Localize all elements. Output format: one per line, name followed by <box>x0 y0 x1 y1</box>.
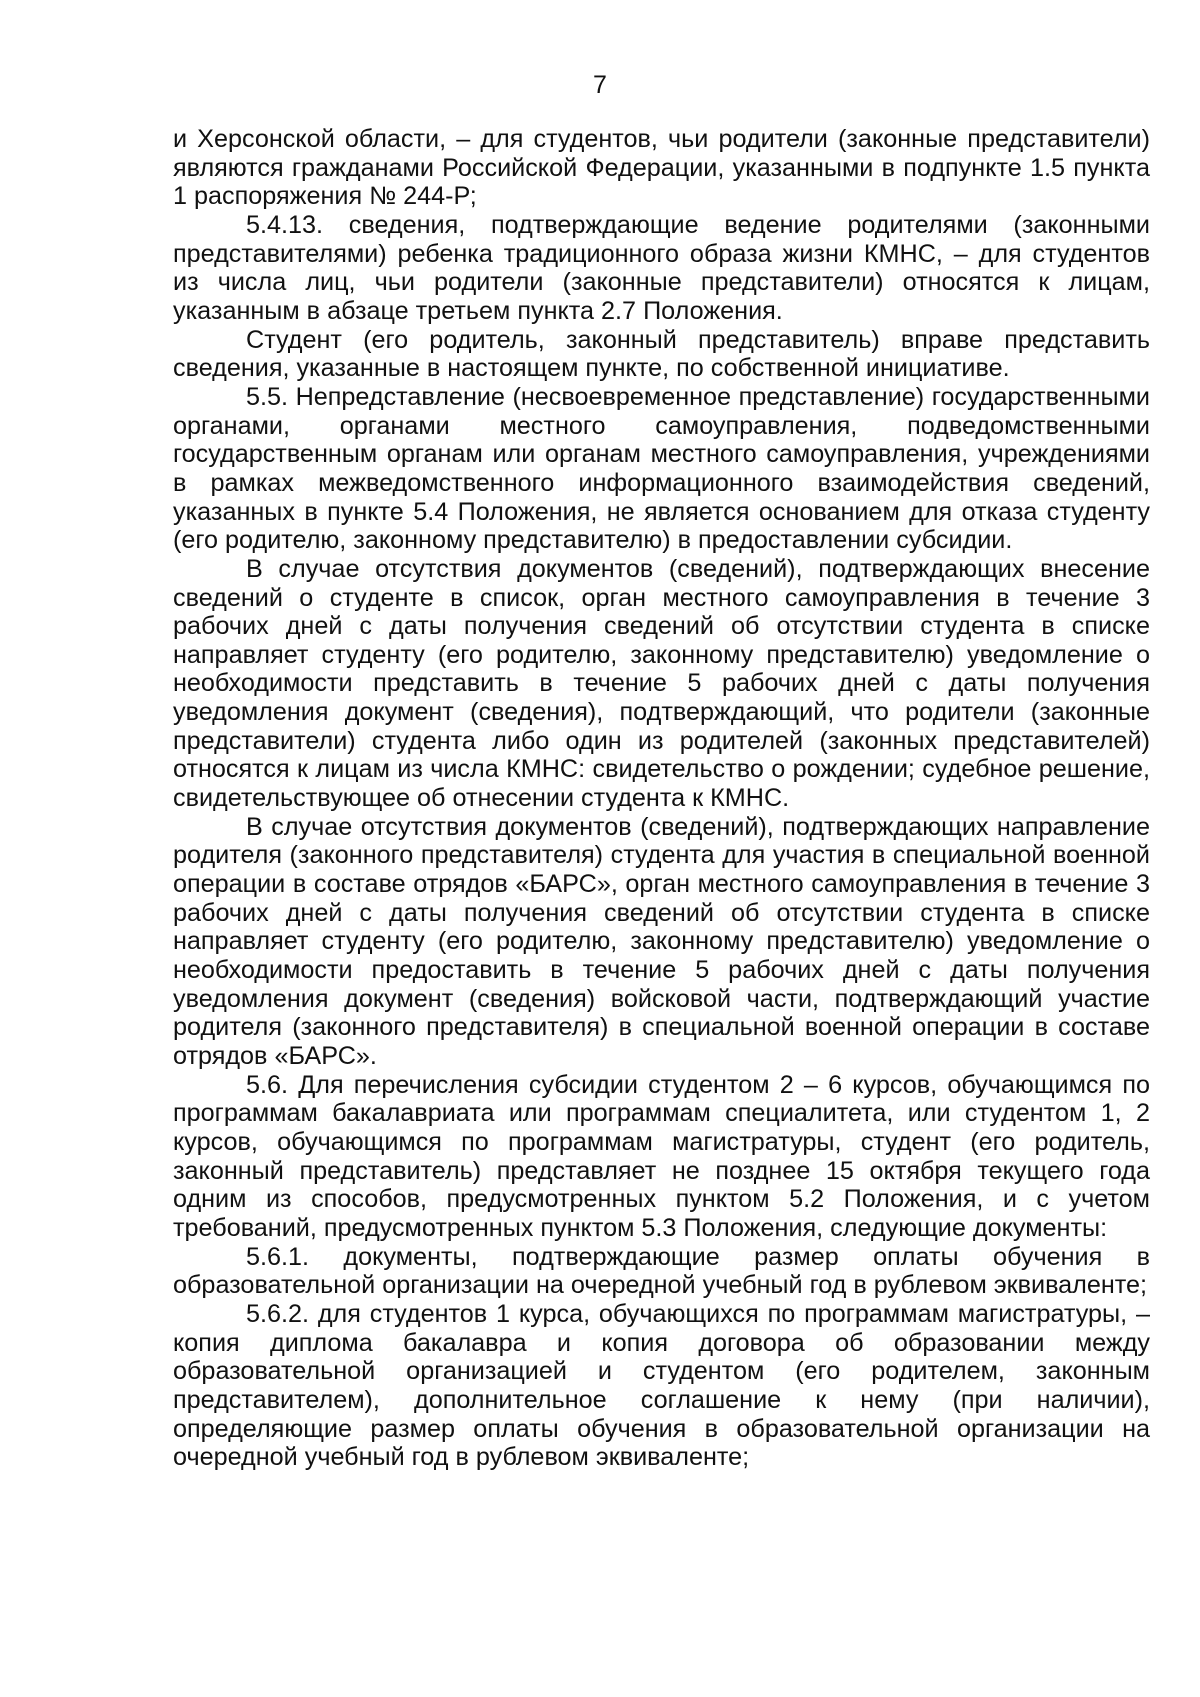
paragraph-5-6: 5.6. Для перечисления субсидии студентом 2 – 6 курсов, обучающимся по программам бакалавриата или программам специалитета, или студентом 1, 2 курсов, обучающимся по программам магистратуры, студент (его родитель, законный представитель) представляет не позднее 15 октября текущего года одним из способов, предусмотренных пунктом 5.2 Положения, и с учетом требований, предусмотренных пунктом 5.3 Положения, следующие документы: <box>173 1070 1150 1242</box>
page-number: 7 <box>593 71 607 99</box>
document-body <box>173 125 1150 1472</box>
paragraph-student-initiative: Студент (его родитель, законный представитель) вправе представить сведения, указанные в настоящем пункте, по собственной инициативе. <box>173 325 1150 383</box>
paragraph-continuation-kherson: и Херсонской области, – для студентов, чьи родители (законные представители) являются гражданами Российской Федерации, указанными в подпункте 1.5 пункта 1 распоряжения № 244-Р; <box>173 125 1150 211</box>
paragraph-5-6-1: 5.6.1. документы, подтверждающие размер оплаты обучения в образовательной организации на очередной учебный год в рублевом эквиваленте; <box>173 1242 1150 1300</box>
paragraph-bars-absence: В случае отсутствия документов (сведений), подтверждающих направление родителя (законного представителя) студента для участия в специальной военной операции в составе отрядов «БАРС», орган местного самоуправления в течение 3 рабочих дней с даты получения сведений об отсутствии студента в списке направляет студенту (его родителю, законному представителю) уведомление о необходимости предоставить в течение 5 рабочих дней с даты получения уведомления документ (сведения) войсковой части, подтверждающий участие родителя (законного представителя) в специальной военной операции в составе отрядов «БАРС». <box>173 812 1150 1070</box>
paragraph-5-4-13: 5.4.13. сведения, подтверждающие ведение родителями (законными представителями) ребенка традиционного образа жизни КМНС, – для студентов из числа лиц, чьи родители (законные представители) относятся к лицам, указанным в абзаце третьем пункта 2.7 Положения. <box>173 210 1150 325</box>
paragraph-5-5: 5.5. Непредставление (несвоевременное представление) государственными органами, органами местного самоуправления, подведомственными государственным органам или органам местного самоуправления, учреждениями в рамках межведомственного информационного взаимодействия сведений, указанных в пункте 5.4 Положения, не является основанием для отказа студенту (его родителю, законному представителю) в предоставлении субсидии. <box>173 382 1150 555</box>
paragraph-kmns-absence: В случае отсутствия документов (сведений), подтверждающих внесение сведений о студенте в список, орган местного самоуправления в течение 3 рабочих дней с даты получения сведений об отсутствии студента в списке направляет студенту (его родителю, законному представителю) уведомление о необходимости представить в течение 5 рабочих дней с даты получения уведомления документ (сведения), подтверждающий, что родители (законные представители) студента либо один из родителей (законных представителей) относятся к лицам из числа КМНС: свидетельство о рождении; судебное решение, свидетельствующее об отнесении студента к КМНС. <box>173 554 1150 813</box>
paragraph-5-6-2: 5.6.2. для студентов 1 курса, обучающихся по программам магистратуры, – копия диплома бакалавра и копия договора об образовании между образовательной организацией и студентом (его родителем, законным представителем), дополнительное соглашение к нему (при наличии), определяющие размер оплаты обучения в образовательной организации на очередной учебный год в рублевом эквиваленте; <box>173 1299 1150 1472</box>
